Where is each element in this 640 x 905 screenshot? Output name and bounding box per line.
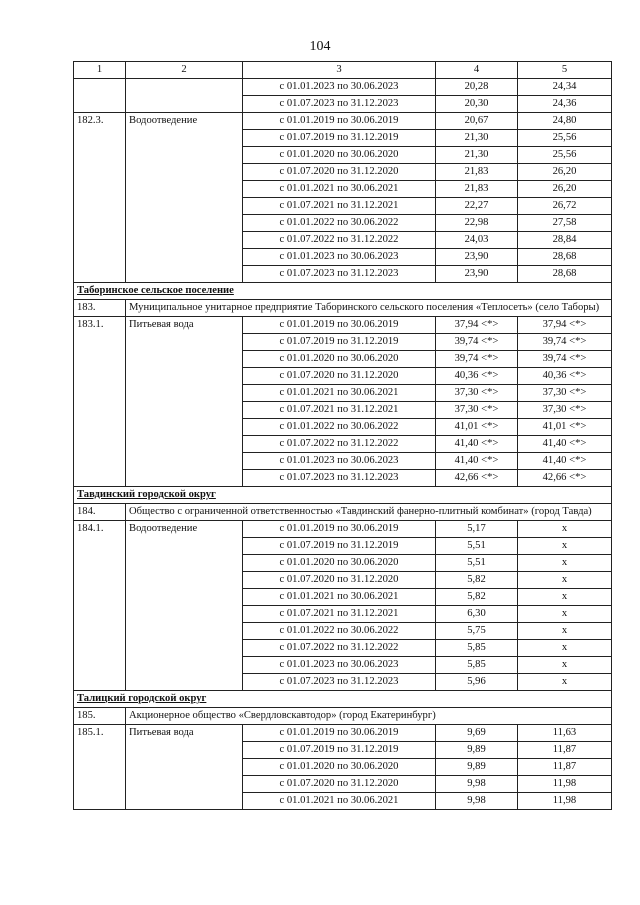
- tariff-without-vat-cell: 9,98: [436, 793, 518, 810]
- row-number: 182.3.: [74, 113, 126, 283]
- header-cell: 2: [126, 62, 243, 79]
- table-row: [74, 79, 612, 96]
- page-number: 104: [309, 39, 331, 54]
- tariff-without-vat-cell: 20,28: [436, 79, 518, 96]
- period-cell: с 01.01.2021 по 30.06.2021: [243, 181, 436, 198]
- service-name: Водоотведение: [126, 113, 243, 283]
- period-cell: с 01.07.2021 по 31.12.2021: [243, 606, 436, 623]
- row-number: 185.1.: [74, 725, 126, 810]
- organization-name: Акционерное общество «Свердловскавтодор» (город Екатеринбург): [126, 708, 612, 725]
- tariff-without-vat-cell: 5,51: [436, 555, 518, 572]
- tariff-without-vat-cell: 5,82: [436, 572, 518, 589]
- period-cell: с 01.01.2023 по 30.06.2023: [243, 657, 436, 674]
- tariff-with-vat-cell: 27,58: [518, 215, 612, 232]
- period-cell: с 01.07.2019 по 31.12.2019: [243, 130, 436, 147]
- tariff-with-vat-cell: 11,87: [518, 742, 612, 759]
- tariff-without-vat-cell: 37,30 <*>: [436, 385, 518, 402]
- period-cell: с 01.01.2021 по 30.06.2021: [243, 589, 436, 606]
- tariff-without-vat-cell: 9,98: [436, 776, 518, 793]
- tariff-with-vat-cell: 41,40 <*>: [518, 453, 612, 470]
- header-cell: 1: [74, 62, 126, 79]
- tariff-with-vat-cell: 37,94 <*>: [518, 317, 612, 334]
- tariff-without-vat-cell: 42,66 <*>: [436, 470, 518, 487]
- period-cell: с 01.07.2020 по 31.12.2020: [243, 776, 436, 793]
- period-cell: с 01.07.2019 по 31.12.2019: [243, 538, 436, 555]
- period-cell: с 01.07.2022 по 31.12.2022: [243, 436, 436, 453]
- tariff-with-vat-cell: 28,68: [518, 266, 612, 283]
- section-row: [74, 487, 612, 504]
- row-number: [74, 79, 126, 113]
- tariff-without-vat-cell: 40,36 <*>: [436, 368, 518, 385]
- section-row: [74, 691, 612, 708]
- organization-name: Общество с ограниченной ответственностью «Тавдинский фанерно-плитный комбинат» (город Тавда): [126, 504, 612, 521]
- tariff-with-vat-cell: 37,30 <*>: [518, 385, 612, 402]
- period-cell: с 01.07.2021 по 31.12.2021: [243, 198, 436, 215]
- service-name: Питьевая вода: [126, 725, 243, 810]
- tariff-without-vat-cell: 41,40 <*>: [436, 453, 518, 470]
- tariff-without-vat-cell: 37,94 <*>: [436, 317, 518, 334]
- period-cell: с 01.07.2023 по 31.12.2023: [243, 266, 436, 283]
- tariff-with-vat-cell: x: [518, 572, 612, 589]
- tariff-with-vat-cell: 40,36 <*>: [518, 368, 612, 385]
- row-number: 183.: [74, 300, 126, 317]
- tariff-without-vat-cell: 23,90: [436, 249, 518, 266]
- tariff-with-vat-cell: 26,20: [518, 164, 612, 181]
- tariff-with-vat-cell: 28,68: [518, 249, 612, 266]
- tariff-with-vat-cell: 24,36: [518, 96, 612, 113]
- tariff-with-vat-cell: x: [518, 657, 612, 674]
- tariff-with-vat-cell: 25,56: [518, 147, 612, 164]
- table-body: [74, 79, 612, 810]
- table-row: [74, 113, 612, 130]
- row-number: 185.: [74, 708, 126, 725]
- row-number: 183.1.: [74, 317, 126, 487]
- tariff-with-vat-cell: 11,98: [518, 776, 612, 793]
- tariff-without-vat-cell: 9,69: [436, 725, 518, 742]
- tariff-with-vat-cell: 26,72: [518, 198, 612, 215]
- tariff-with-vat-cell: 42,66 <*>: [518, 470, 612, 487]
- tariff-without-vat-cell: 5,75: [436, 623, 518, 640]
- tariff-without-vat-cell: 20,30: [436, 96, 518, 113]
- service-name: Водоотведение: [126, 521, 243, 691]
- header-cell: 3: [243, 62, 436, 79]
- period-cell: с 01.01.2022 по 30.06.2022: [243, 623, 436, 640]
- tariff-with-vat-cell: x: [518, 640, 612, 657]
- tariff-with-vat-cell: x: [518, 674, 612, 691]
- period-cell: с 01.07.2023 по 31.12.2023: [243, 470, 436, 487]
- tariff-with-vat-cell: 41,40 <*>: [518, 436, 612, 453]
- tariff-without-vat-cell: 21,83: [436, 181, 518, 198]
- tariff-with-vat-cell: x: [518, 521, 612, 538]
- tariff-without-vat-cell: 6,30: [436, 606, 518, 623]
- tariff-without-vat-cell: 39,74 <*>: [436, 351, 518, 368]
- period-cell: с 01.01.2023 по 30.06.2023: [243, 249, 436, 266]
- tariff-without-vat-cell: 39,74 <*>: [436, 334, 518, 351]
- tariff-with-vat-cell: x: [518, 589, 612, 606]
- tariff-with-vat-cell: 11,98: [518, 793, 612, 810]
- tariff-with-vat-cell: 41,01 <*>: [518, 419, 612, 436]
- tariff-with-vat-cell: x: [518, 606, 612, 623]
- period-cell: с 01.01.2020 по 30.06.2020: [243, 555, 436, 572]
- row-number: 184.1.: [74, 521, 126, 691]
- tariff-without-vat-cell: 37,30 <*>: [436, 402, 518, 419]
- period-cell: с 01.07.2022 по 31.12.2022: [243, 640, 436, 657]
- tariff-without-vat-cell: 9,89: [436, 742, 518, 759]
- tariff-with-vat-cell: 39,74 <*>: [518, 351, 612, 368]
- tariff-without-vat-cell: 5,96: [436, 674, 518, 691]
- tariff-without-vat-cell: 41,01 <*>: [436, 419, 518, 436]
- section-title: Талицкий городской округ: [74, 691, 612, 708]
- period-cell: с 01.01.2019 по 30.06.2019: [243, 725, 436, 742]
- tariff-without-vat-cell: 5,85: [436, 657, 518, 674]
- period-cell: с 01.07.2019 по 31.12.2019: [243, 334, 436, 351]
- period-cell: с 01.01.2023 по 30.06.2023: [243, 79, 436, 96]
- tariff-table: [73, 61, 612, 810]
- header-cell: 4: [436, 62, 518, 79]
- header-row: [74, 62, 612, 79]
- organization-row: [74, 300, 612, 317]
- tariff-without-vat-cell: 22,98: [436, 215, 518, 232]
- tariff-with-vat-cell: 26,20: [518, 181, 612, 198]
- period-cell: с 01.07.2020 по 31.12.2020: [243, 368, 436, 385]
- tariff-with-vat-cell: x: [518, 623, 612, 640]
- header-cell: 5: [518, 62, 612, 79]
- tariff-with-vat-cell: 39,74 <*>: [518, 334, 612, 351]
- tariff-with-vat-cell: 24,80: [518, 113, 612, 130]
- service-name: Питьевая вода: [126, 317, 243, 487]
- tariff-without-vat-cell: 5,85: [436, 640, 518, 657]
- tariff-with-vat-cell: 24,34: [518, 79, 612, 96]
- period-cell: с 01.07.2020 по 31.12.2020: [243, 164, 436, 181]
- tariff-with-vat-cell: 11,87: [518, 759, 612, 776]
- table-row: [74, 521, 612, 538]
- tariff-without-vat-cell: 23,90: [436, 266, 518, 283]
- tariff-with-vat-cell: 25,56: [518, 130, 612, 147]
- period-cell: с 01.07.2019 по 31.12.2019: [243, 742, 436, 759]
- section-row: [74, 283, 612, 300]
- tariff-with-vat-cell: x: [518, 538, 612, 555]
- table-row: [74, 725, 612, 742]
- organization-row: [74, 708, 612, 725]
- tariff-with-vat-cell: 11,63: [518, 725, 612, 742]
- period-cell: с 01.01.2019 по 30.06.2019: [243, 113, 436, 130]
- period-cell: с 01.01.2022 по 30.06.2022: [243, 215, 436, 232]
- period-cell: с 01.01.2020 по 30.06.2020: [243, 351, 436, 368]
- tariff-with-vat-cell: x: [518, 555, 612, 572]
- period-cell: с 01.07.2023 по 31.12.2023: [243, 96, 436, 113]
- period-cell: с 01.07.2023 по 31.12.2023: [243, 674, 436, 691]
- period-cell: с 01.07.2022 по 31.12.2022: [243, 232, 436, 249]
- period-cell: с 01.01.2021 по 30.06.2021: [243, 793, 436, 810]
- service-name: [126, 79, 243, 113]
- tariff-without-vat-cell: 22,27: [436, 198, 518, 215]
- tariff-with-vat-cell: 28,84: [518, 232, 612, 249]
- tariff-without-vat-cell: 9,89: [436, 759, 518, 776]
- tariff-without-vat-cell: 41,40 <*>: [436, 436, 518, 453]
- period-cell: с 01.01.2023 по 30.06.2023: [243, 453, 436, 470]
- period-cell: с 01.01.2019 по 30.06.2019: [243, 317, 436, 334]
- organization-row: [74, 504, 612, 521]
- table-row: [74, 317, 612, 334]
- tariff-without-vat-cell: 5,51: [436, 538, 518, 555]
- period-cell: с 01.07.2020 по 31.12.2020: [243, 572, 436, 589]
- tariff-without-vat-cell: 21,30: [436, 147, 518, 164]
- period-cell: с 01.01.2021 по 30.06.2021: [243, 385, 436, 402]
- period-cell: с 01.01.2022 по 30.06.2022: [243, 419, 436, 436]
- period-cell: с 01.01.2019 по 30.06.2019: [243, 521, 436, 538]
- row-number: 184.: [74, 504, 126, 521]
- tariff-without-vat-cell: 21,83: [436, 164, 518, 181]
- tariff-without-vat-cell: 21,30: [436, 130, 518, 147]
- tariff-with-vat-cell: 37,30 <*>: [518, 402, 612, 419]
- period-cell: с 01.07.2021 по 31.12.2021: [243, 402, 436, 419]
- section-title: Таборинское сельское поселение: [74, 283, 612, 300]
- organization-name: Муниципальное унитарное предприятие Таборинского сельского поселения «Теплосеть» (село Таборы): [126, 300, 612, 317]
- tariff-without-vat-cell: 20,67: [436, 113, 518, 130]
- tariff-without-vat-cell: 5,17: [436, 521, 518, 538]
- tariff-without-vat-cell: 5,82: [436, 589, 518, 606]
- tariff-without-vat-cell: 24,03: [436, 232, 518, 249]
- period-cell: с 01.01.2020 по 30.06.2020: [243, 759, 436, 776]
- period-cell: с 01.01.2020 по 30.06.2020: [243, 147, 436, 164]
- section-title: Тавдинский городской округ: [74, 487, 612, 504]
